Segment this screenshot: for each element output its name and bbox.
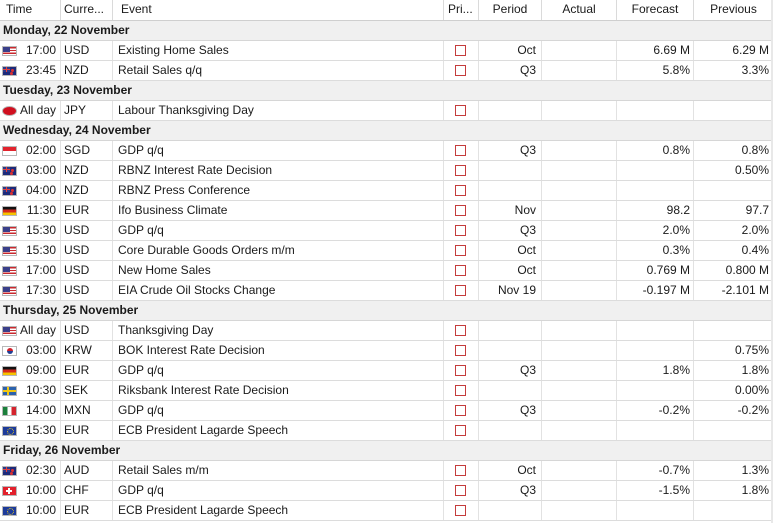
day-header-row[interactable] (0, 121, 773, 141)
priority-cell (444, 101, 479, 120)
event-actual (542, 241, 617, 260)
event-row[interactable] (0, 321, 773, 341)
event-previous: -0.2% (737, 403, 769, 417)
event-time: 17:00 (25, 263, 56, 277)
event-period (479, 501, 542, 520)
event-currency: NZD (61, 161, 113, 180)
event-forecast (617, 381, 694, 400)
priority-cell (444, 181, 479, 200)
se-flag-icon (2, 386, 17, 396)
priority-cell (444, 221, 479, 240)
event-row[interactable] (0, 241, 773, 261)
priority-cell (444, 261, 479, 280)
column-header-previous[interactable]: Previous (710, 2, 757, 16)
table-header (0, 0, 773, 21)
event-previous (694, 421, 773, 440)
event-currency: CHF (61, 481, 113, 500)
event-period: Q3 (479, 401, 542, 420)
event-name[interactable]: Ifo Business Climate (113, 201, 444, 220)
event-time: 10:30 (25, 383, 56, 397)
event-actual (542, 461, 617, 480)
event-forecast: -0.197 M (617, 281, 694, 300)
event-actual (542, 421, 617, 440)
au-flag-icon (2, 466, 17, 476)
event-name[interactable]: Labour Thanksgiving Day (113, 101, 444, 120)
time-cell (0, 361, 61, 380)
event-time: 15:30 (25, 223, 56, 237)
event-period (479, 381, 542, 400)
priority-box-icon[interactable] (455, 145, 466, 156)
event-actual (542, 361, 617, 380)
event-name[interactable]: Existing Home Sales (113, 41, 444, 60)
event-period: Oct (479, 41, 542, 60)
event-time: 10:00 (25, 503, 56, 517)
event-forecast: 0.8% (617, 141, 694, 160)
event-actual (542, 501, 617, 520)
time-cell (0, 161, 61, 180)
nz-flag-icon (2, 166, 17, 176)
priority-cell (444, 361, 479, 380)
event-row[interactable] (0, 361, 773, 381)
us-flag-icon (2, 286, 17, 296)
mx-flag-icon (2, 406, 17, 416)
event-time: All day (19, 103, 56, 117)
event-name[interactable]: GDP q/q (113, 401, 444, 420)
event-actual (542, 61, 617, 80)
event-name[interactable]: GDP q/q (113, 141, 444, 160)
event-actual (542, 161, 617, 180)
event-previous: 0.800 M (725, 263, 769, 277)
time-cell (0, 201, 61, 220)
event-row[interactable] (0, 41, 773, 61)
event-row[interactable] (0, 141, 773, 161)
event-period: Q3 (479, 361, 542, 380)
event-forecast: 2.0% (617, 221, 694, 240)
event-actual (542, 261, 617, 280)
priority-cell (444, 501, 479, 520)
us-flag-icon (2, 266, 17, 276)
event-previous: 97.7 (745, 203, 769, 217)
event-time: 17:30 (25, 283, 56, 297)
event-period (479, 321, 542, 340)
event-currency: KRW (61, 341, 113, 360)
event-time: 15:30 (25, 243, 56, 257)
time-cell (0, 461, 61, 480)
event-forecast: -0.7% (617, 461, 694, 480)
event-time: 14:00 (25, 403, 56, 417)
event-currency: EUR (61, 421, 113, 440)
priority-cell (444, 321, 479, 340)
event-period: Q3 (479, 61, 542, 80)
event-row[interactable] (0, 421, 773, 441)
day-title: Friday, 26 November (3, 443, 121, 457)
priority-cell (444, 241, 479, 260)
event-actual (542, 381, 617, 400)
event-previous (694, 321, 773, 340)
event-previous (694, 501, 773, 520)
event-time: 10:00 (25, 483, 56, 497)
event-previous: 1.8% (741, 483, 769, 497)
priority-cell (444, 341, 479, 360)
event-forecast (617, 181, 694, 200)
event-forecast (617, 341, 694, 360)
table-body (0, 21, 773, 521)
priority-cell (444, 61, 479, 80)
column-header-event[interactable]: Event (113, 0, 444, 20)
event-row[interactable] (0, 401, 773, 421)
event-time: 23:45 (25, 63, 56, 77)
event-currency: USD (61, 221, 113, 240)
priority-box-icon[interactable] (455, 225, 466, 236)
event-previous: 0.4% (741, 243, 769, 257)
event-previous: 0.75% (734, 343, 769, 357)
event-period (479, 181, 542, 200)
event-period (479, 161, 542, 180)
event-currency: NZD (61, 181, 113, 200)
event-row[interactable] (0, 261, 773, 281)
column-header-actual[interactable]: Actual (542, 0, 617, 20)
time-cell (0, 261, 61, 280)
time-cell (0, 421, 61, 440)
kr-flag-icon (2, 346, 17, 356)
event-row[interactable] (0, 181, 773, 201)
event-previous: 0.8% (741, 143, 769, 157)
event-previous: 2.0% (741, 223, 769, 237)
priority-box-icon[interactable] (455, 45, 466, 56)
us-flag-icon (2, 246, 17, 256)
priority-box-icon[interactable] (455, 265, 466, 276)
event-time: 04:00 (25, 183, 56, 197)
event-previous: 6.29 M (732, 43, 769, 57)
time-cell (0, 141, 61, 160)
event-name[interactable]: New Home Sales (113, 261, 444, 280)
time-cell (0, 41, 61, 60)
event-currency: JPY (61, 101, 113, 120)
event-actual (542, 341, 617, 360)
priority-box-icon[interactable] (455, 205, 466, 216)
event-actual (542, 281, 617, 300)
event-actual (542, 41, 617, 60)
day-header-row[interactable] (0, 81, 773, 101)
event-time: 09:00 (25, 363, 56, 377)
event-forecast: 6.69 M (617, 41, 694, 60)
event-forecast: 5.8% (617, 61, 694, 80)
event-actual (542, 181, 617, 200)
day-header-row[interactable] (0, 441, 773, 461)
us-flag-icon (2, 46, 17, 56)
time-cell (0, 481, 61, 500)
event-currency: NZD (61, 61, 113, 80)
jp-flag-icon (2, 106, 17, 116)
event-name[interactable]: RBNZ Press Conference (113, 181, 444, 200)
nz-flag-icon (2, 186, 17, 196)
event-name[interactable]: BOK Interest Rate Decision (113, 341, 444, 360)
event-name[interactable]: ECB President Lagarde Speech (113, 501, 444, 520)
event-currency: USD (61, 261, 113, 280)
event-previous: 3.3% (741, 63, 769, 77)
event-currency: EUR (61, 501, 113, 520)
event-currency: MXN (61, 401, 113, 420)
event-row[interactable] (0, 61, 773, 81)
priority-box-icon[interactable] (455, 425, 466, 436)
event-name[interactable]: EIA Crude Oil Stocks Change (113, 281, 444, 300)
event-currency: USD (61, 281, 113, 300)
nz-flag-icon (2, 66, 17, 76)
time-cell (0, 401, 61, 420)
de-flag-icon (2, 206, 17, 216)
priority-box-icon[interactable] (455, 245, 466, 256)
priority-cell (444, 381, 479, 400)
eu-flag-icon (2, 426, 17, 436)
event-actual (542, 101, 617, 120)
event-name[interactable]: Retail Sales q/q (113, 61, 444, 80)
priority-box-icon[interactable] (455, 465, 466, 476)
event-previous (694, 181, 773, 200)
event-name[interactable]: Core Durable Goods Orders m/m (113, 241, 444, 260)
event-time: 17:00 (25, 43, 56, 57)
event-period: Oct (479, 461, 542, 480)
column-header-currency[interactable]: Curre... (61, 0, 113, 20)
day-title: Monday, 22 November (3, 23, 130, 37)
day-title: Thursday, 25 November (3, 303, 139, 317)
column-header-priority[interactable]: Pri... (444, 0, 479, 20)
time-cell (0, 381, 61, 400)
event-currency: AUD (61, 461, 113, 480)
us-flag-icon (2, 226, 17, 236)
event-time: 15:30 (25, 423, 56, 437)
event-forecast (617, 101, 694, 120)
priority-box-icon[interactable] (455, 345, 466, 356)
day-title: Tuesday, 23 November (3, 83, 132, 97)
event-row[interactable] (0, 281, 773, 301)
event-forecast: 98.2 (617, 201, 694, 220)
eu-flag-icon (2, 506, 17, 516)
time-cell (0, 341, 61, 360)
priority-box-icon[interactable] (455, 365, 466, 376)
event-actual (542, 321, 617, 340)
event-time: 02:30 (25, 463, 56, 477)
event-row[interactable] (0, 341, 773, 361)
time-cell (0, 61, 61, 80)
ch-flag-icon (2, 486, 17, 496)
time-cell (0, 321, 61, 340)
time-cell (0, 281, 61, 300)
event-period (479, 421, 542, 440)
column-header-period[interactable]: Period (479, 0, 542, 20)
priority-box-icon[interactable] (455, 385, 466, 396)
event-period: Q3 (479, 481, 542, 500)
event-time: 03:00 (25, 343, 56, 357)
event-period: Nov 19 (479, 281, 542, 300)
event-previous: 1.8% (741, 363, 769, 377)
event-forecast (617, 501, 694, 520)
priority-box-icon[interactable] (455, 165, 466, 176)
event-actual (542, 401, 617, 420)
sg-flag-icon (2, 146, 17, 156)
event-time: 03:00 (25, 163, 56, 177)
event-period (479, 341, 542, 360)
time-cell (0, 221, 61, 240)
priority-box-icon[interactable] (455, 505, 466, 516)
event-period (479, 101, 542, 120)
column-header-time[interactable]: Time (0, 0, 61, 20)
priority-box-icon[interactable] (455, 285, 466, 296)
event-name[interactable]: Riksbank Interest Rate Decision (113, 381, 444, 400)
day-header-row[interactable] (0, 21, 773, 41)
time-cell (0, 181, 61, 200)
event-name[interactable]: Thanksgiving Day (113, 321, 444, 340)
priority-cell (444, 41, 479, 60)
event-period: Q3 (479, 221, 542, 240)
event-time: 11:30 (26, 203, 56, 217)
event-period: Oct (479, 261, 542, 280)
event-forecast (617, 161, 694, 180)
priority-cell (444, 141, 479, 160)
priority-cell (444, 161, 479, 180)
priority-box-icon[interactable] (455, 325, 466, 336)
event-currency: SGD (61, 141, 113, 160)
event-previous: 0.00% (734, 383, 769, 397)
event-previous: 0.50% (734, 163, 769, 177)
event-currency: USD (61, 41, 113, 60)
event-row[interactable] (0, 481, 773, 501)
event-actual (542, 481, 617, 500)
priority-box-icon[interactable] (455, 185, 466, 196)
event-name[interactable]: GDP q/q (113, 361, 444, 380)
time-cell (0, 101, 61, 120)
event-previous: -2.101 M (721, 283, 769, 297)
event-forecast: -0.2% (617, 401, 694, 420)
event-row[interactable] (0, 501, 773, 521)
priority-cell (444, 201, 479, 220)
event-name[interactable]: RBNZ Interest Rate Decision (113, 161, 444, 180)
us-flag-icon (2, 326, 17, 336)
event-row[interactable] (0, 201, 773, 221)
priority-box-icon[interactable] (455, 485, 466, 496)
event-name[interactable]: GDP q/q (113, 481, 444, 500)
time-cell (0, 501, 61, 520)
event-row[interactable] (0, 381, 773, 401)
event-time: All day (19, 323, 56, 337)
event-forecast (617, 421, 694, 440)
event-currency: USD (61, 321, 113, 340)
event-name[interactable]: ECB President Lagarde Speech (113, 421, 444, 440)
event-currency: SEK (61, 381, 113, 400)
event-row[interactable] (0, 101, 773, 121)
event-forecast: 0.3% (617, 241, 694, 260)
priority-box-icon[interactable] (455, 105, 466, 116)
event-previous: 1.3% (741, 463, 769, 477)
event-row[interactable] (0, 221, 773, 241)
event-previous (694, 101, 773, 120)
priority-box-icon[interactable] (455, 65, 466, 76)
event-forecast: -1.5% (617, 481, 694, 500)
event-period: Oct (479, 241, 542, 260)
event-forecast (617, 321, 694, 340)
time-cell (0, 241, 61, 260)
event-currency: EUR (61, 361, 113, 380)
priority-cell (444, 481, 479, 500)
event-currency: EUR (61, 201, 113, 220)
priority-cell (444, 461, 479, 480)
event-actual (542, 141, 617, 160)
priority-box-icon[interactable] (455, 405, 466, 416)
event-currency: USD (61, 241, 113, 260)
column-header-forecast[interactable]: Forecast (617, 0, 694, 20)
day-title: Wednesday, 24 November (3, 123, 151, 137)
event-row[interactable] (0, 161, 773, 181)
event-name[interactable]: GDP q/q (113, 221, 444, 240)
event-time: 02:00 (25, 143, 56, 157)
event-actual (542, 221, 617, 240)
priority-cell (444, 421, 479, 440)
de-flag-icon (2, 366, 17, 376)
event-period: Q3 (479, 141, 542, 160)
event-period: Nov (479, 201, 542, 220)
priority-cell (444, 401, 479, 420)
event-row[interactable] (0, 461, 773, 481)
event-forecast: 1.8% (617, 361, 694, 380)
event-actual (542, 201, 617, 220)
day-header-row[interactable] (0, 301, 773, 321)
priority-cell (444, 281, 479, 300)
event-forecast: 0.769 M (617, 261, 694, 280)
event-name[interactable]: Retail Sales m/m (113, 461, 444, 480)
